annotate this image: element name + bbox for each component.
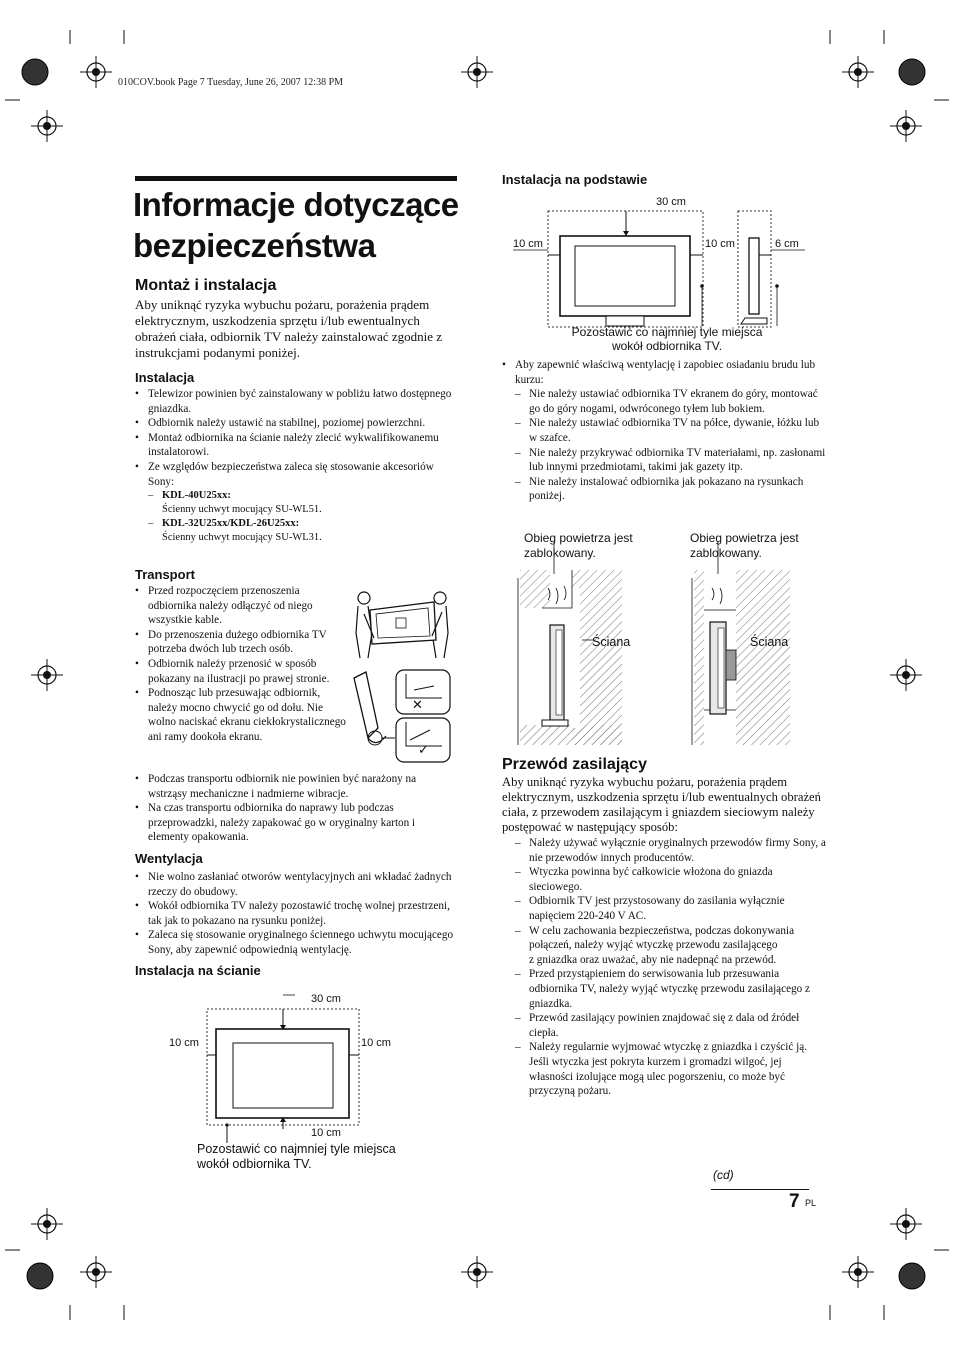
section-heading-montaz: Montaż i instalacja (135, 277, 277, 294)
stand-side-label: 6 cm (775, 238, 799, 250)
list-item: • Ze względów bezpieczeństwa zaleca się stosowanie akcesoriów Sony: (135, 460, 455, 489)
wrong-mark-icon: ✕ (412, 697, 423, 712)
list-item: – Nie należy przykrywać odbiornika TV materiałami, np. zasłonami lub innymi przedmiotami, takimi jak gazety itp. (502, 446, 827, 475)
list-item: – Przewód zasilający powinien znajdować się z dala od źródeł ciepła. (502, 1011, 827, 1040)
heading-wentylacja: Wentylacja (135, 851, 203, 866)
transport-list-wide (135, 772, 457, 845)
wall-label-left: Ściana (592, 635, 631, 649)
list-item: • Podnosząc lub przesuwając odbiornik, należy mocno chwycić go od dołu. Nie wolno naciskać ekranu ciekłokrystalicznego ani ramy dookoła ekranu. (135, 686, 348, 744)
title-rule (135, 176, 457, 181)
wall-left-label: 10 cm (169, 1037, 199, 1049)
stand-top-label: 30 cm (656, 196, 686, 208)
heading-stand-install: Instalacja na podstawie (502, 172, 648, 187)
stand-install-caption: Pozostawić co najmniej tyle miejsca wokół odbiornika TV. (571, 325, 763, 353)
list-item: • Wokół odbiornika TV należy pozostawić trochę wolnej przestrzeni, tak jak to pokazano na rysunku poniżej. (135, 899, 457, 928)
page-language: PL (805, 1198, 817, 1208)
stand-install-diagram (505, 200, 795, 340)
blocked-shelf-illustration (512, 570, 622, 745)
list-item: – Należy regularnie wyjmować wtyczkę z gniazdka i czyścić ją. Jeśli wtyczka jest pokryta kurzem i gromadzi wilgoć, jej własności izolujące mogą ulec pogorszeniu, co może być przyczyną pożaru. (502, 1040, 827, 1098)
ventilation-notes-list (502, 358, 827, 504)
list-item: – Wtyczka powinna być całkowicie włożona do gniazda sieciowego. (502, 865, 827, 894)
model-name: KDL-40U25xx: (162, 490, 231, 502)
list-item: • Na czas transportu odbiornika do naprawy lub podczas przeprowadzki, należy zapakować go w oryginalny karton i elementy opakowania. (135, 801, 457, 845)
wall-bottom-label: 10 cm (311, 1127, 341, 1139)
continued-label: (cd) (713, 1168, 734, 1182)
model-desc: Ścienny uchwyt mocujący SU-WL51. (162, 504, 322, 516)
grip-tv-illustration (350, 668, 454, 763)
stand-right-label: 10 cm (705, 238, 735, 250)
page-title-line1: Informacje dotyczące (133, 186, 459, 223)
list-item-continued: z gniazdka oraz uważać, aby nie nadepnąć na przewód. (529, 953, 777, 966)
list-item: – Odbiornik TV jest przystosowany do zasilania wyłącznie napięciem 220-240 V AC. (502, 894, 827, 923)
heading-wall-install: Instalacja na ścianie (135, 963, 261, 978)
list-item: • Do przenoszenia dużego odbiornika TV potrzeba dwóch lub trzech osób. (135, 628, 348, 657)
model-item (135, 489, 455, 517)
wall-right-label: 10 cm (361, 1037, 391, 1049)
model-item (135, 517, 455, 545)
list-item: • Nie wolno zasłaniać otworów wentylacyjnych ani wkładać żadnych rzeczy do obudowy. (135, 870, 457, 899)
list-item: – W celu zachowania bezpieczeństwa, podczas dokonywania połączeń, należy wyjąć wtyczkę przewodu zasilającego (502, 924, 827, 953)
model-name: KDL-32U25xx/KDL-26U25xx: (162, 518, 300, 530)
list-item: – Nie należy instalować odbiornika jak pokazano na rysunkach poniżej. (502, 475, 827, 504)
list-item: • Montaż odbiornika na ścianie należy zlecić wykwalifikowanemu instalatorowi. (135, 431, 455, 460)
wall-top-label: 30 cm (311, 993, 341, 1005)
transport-list-narrow (135, 584, 348, 745)
list-item: • Telewizor powinien być zainstalowany w pobliżu łatwo dostępnego gniazdka. (135, 387, 455, 416)
list-item: • Podczas transportu odbiornik nie powinien być narażony na wstrząsy mechaniczne i nadmierne wibracje. (135, 772, 457, 801)
list-item: – Nie należy ustawiać odbiornika TV ekranem do góry, montować go do góry nogami, odwróconego tyłem lub bokiem. (502, 387, 827, 416)
instalacja-list (135, 387, 455, 545)
list-item: • Przed rozpoczęciem przenoszenia odbiornika należy odłączyć od niego wszystkie kable. (135, 584, 348, 628)
list-item: – Przed przystąpieniem do serwisowania lub przesuwania odbiornika TV, należy wyjąć wtyczkę przewodu zasilającego z gniazdka. (502, 967, 827, 1011)
heading-transport: Transport (135, 567, 195, 582)
page-title (133, 184, 463, 266)
blocked-right-label: Obieg powietrza jest zablokowany. (690, 531, 799, 560)
carry-tv-illustration (350, 588, 454, 658)
page-number: 7 (789, 1191, 800, 1212)
list-item: – Należy używać wyłącznie oryginalnych przewodów firmy Sony, a nie przewodów innych producentów. (502, 836, 827, 865)
list-item: • Zaleca się stosowanie oryginalnego ściennego uchwytu mocującego Sony, aby zapewnić odpowiednią wentylację. (135, 928, 457, 957)
check-mark-icon: ✓ (418, 742, 429, 757)
list-item: • Aby zapewnić właściwą wentylację i zapobiec osiadaniu brudu lub kurzu: (502, 358, 827, 387)
power-cord-list (502, 836, 827, 1099)
blocked-wall-illustration (680, 570, 790, 745)
montaz-intro: Aby uniknąć ryzyka wybuchu pożaru, porażenia prądem elektrycznym, uszkodzenia sprzętu i/lub ewentualnych obrażeń ciała, odbiornik TV należy zainstalować zgodnie z instrukcjami podanymi poniżej. (135, 297, 443, 360)
wall-label-right: Ściana (750, 635, 789, 649)
list-item: – Nie należy ustawiać odbiornika TV na półce, dywanie, łóżku lub w szafce. (502, 416, 827, 445)
list-item: • Odbiornik należy przenosić w sposób pokazany na ilustracji po prawej stronie. (135, 657, 348, 686)
footer-rule (711, 1189, 809, 1190)
wall-install-caption: Pozostawić co najmniej tyle miejsca wokół odbiornika TV. (197, 1142, 396, 1171)
list-item: • Odbiornik należy ustawić na stabilnej, poziomej powierzchni. (135, 416, 455, 431)
file-info-header: 010COV.book Page 7 Tuesday, June 26, 2007 12:38 PM (118, 77, 344, 88)
wentylacja-list (135, 870, 457, 958)
heading-instalacja: Instalacja (135, 370, 195, 385)
wall-install-diagram (205, 1005, 365, 1135)
stand-left-label: 10 cm (513, 238, 543, 250)
model-desc: Ścienny uchwyt mocujący SU-WL31. (162, 532, 322, 544)
blocked-left-label: Obieg powietrza jest zablokowany. (524, 531, 633, 560)
power-cord-intro: Aby uniknąć ryzyka wybuchu pożaru, porażenia prądem elektrycznym, uszkodzenia sprzętu i/lub ewentualnych obrażeń ciała, z przewodem zasilającym i gniazdem sieciowym należy postępować w następujący sposób: (502, 775, 821, 834)
section-heading-power-cord: Przewód zasilający (502, 756, 647, 773)
page-title-line2: bezpieczeństwa (133, 227, 376, 264)
